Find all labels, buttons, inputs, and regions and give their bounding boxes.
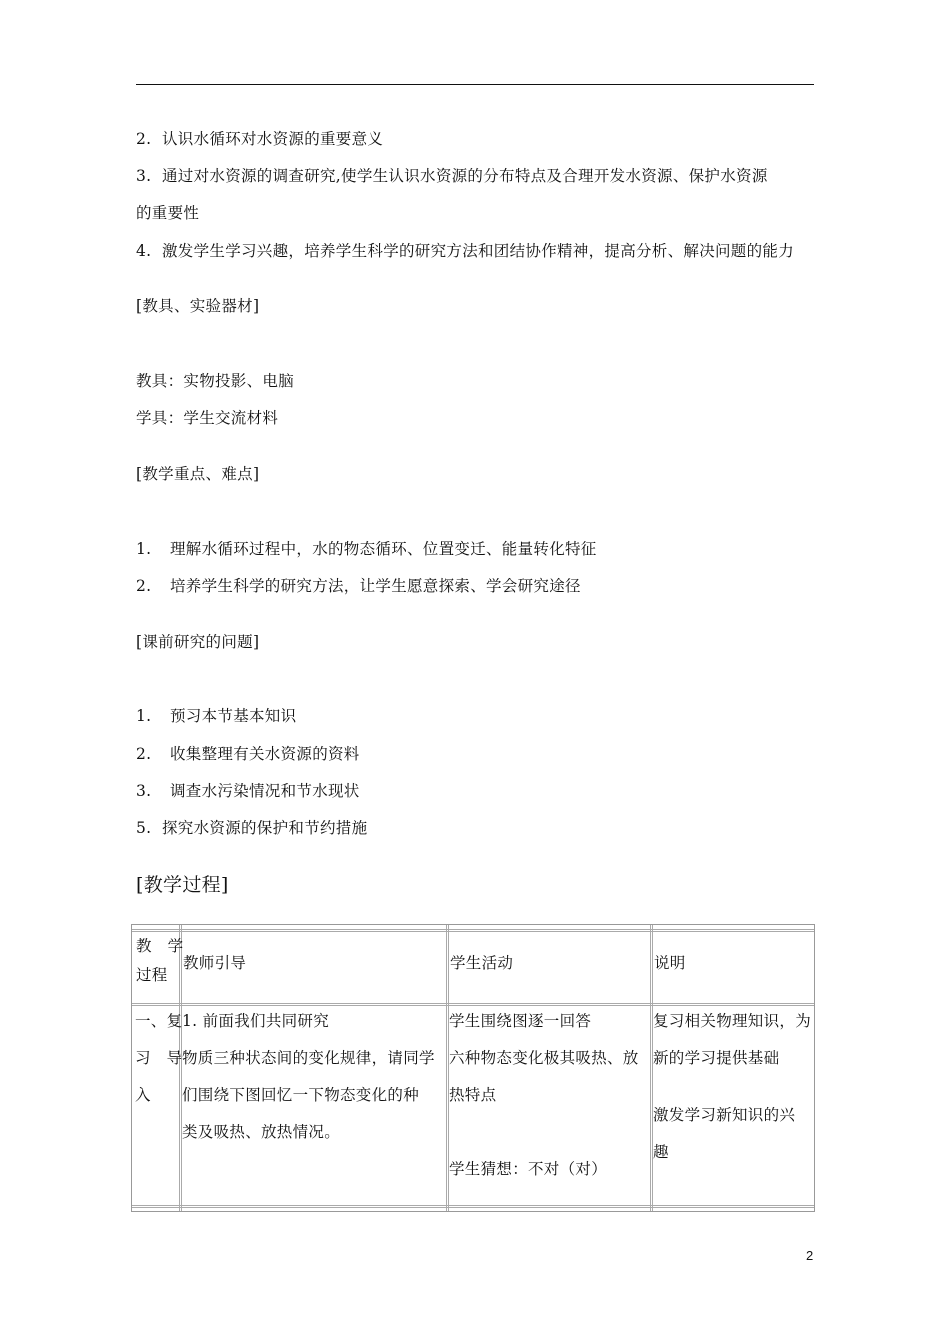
objective-item: 2. 认识水循环对水资源的重要意义 [136,130,384,148]
section-heading-tools: [教具、实验器材] [136,297,260,315]
pre-question-item: 1. 预习本节基本知识 [136,707,297,725]
objective-item: 3. 通过对水资源的调查研究,使学生认识水资源的分布特点及合理开发水资源、保护水资源 [136,167,768,185]
tool-item: 教具：实物投影、电脑 [136,372,295,390]
page-number: 2 [806,1248,814,1263]
table-bottom-inner-border [132,1205,814,1208]
pre-question-item: 3. 调查水污染情况和节水现状 [136,782,360,800]
header-cell-student: 学生活动 [450,954,514,972]
row1-process-cell: 一、复 习 导 入 [135,1012,183,1104]
header-cell-process: 教 学 过程 [136,937,184,984]
process-table [131,924,815,1212]
key-point-item: 1. 理解水循环过程中，水的物态循环、位置变迁、能量转化特征 [136,540,597,558]
row1-student-cell: 学生围绕图逐一回答 六种物态变化极其吸热、放 热特点 学生猜想：不对（对） [449,1012,639,1178]
tool-item: 学具：学生交流材料 [136,409,279,427]
row1-notes-cell: 复习相关物理知识，为 新的学习提供基础 激发学习新知识的兴 趣 [653,1012,812,1161]
header-cell-notes: 说明 [654,954,686,972]
section-heading-process: [教学过程] [136,874,229,896]
key-point-item: 2. 培养学生科学的研究方法，让学生愿意探索、学会研究途径 [136,577,581,595]
table-top-inner-border [132,929,814,932]
pre-question-item: 5. 探究水资源的保护和节约措施 [136,819,368,837]
objective-item-continued: 的重要性 [136,204,200,222]
header-rule [136,84,814,85]
section-heading-pre-questions: [课前研究的问题] [136,633,260,651]
header-cell-teacher: 教师引导 [183,954,247,972]
pre-question-item: 2. 收集整理有关水资源的资料 [136,745,360,763]
section-heading-key-points: [教学重点、难点] [136,465,260,483]
row1-teacher-cell: 1. 前面我们共同研究 物质三种状态间的变化规律，请同学 们围绕下图回忆一下物态变化的种 类及吸热、放热情况。 [182,1012,435,1141]
objective-item: 4. 激发学生学习兴趣，培养学生科学的研究方法和团结协作精神，提高分析、解决问题的能力 [136,242,795,260]
